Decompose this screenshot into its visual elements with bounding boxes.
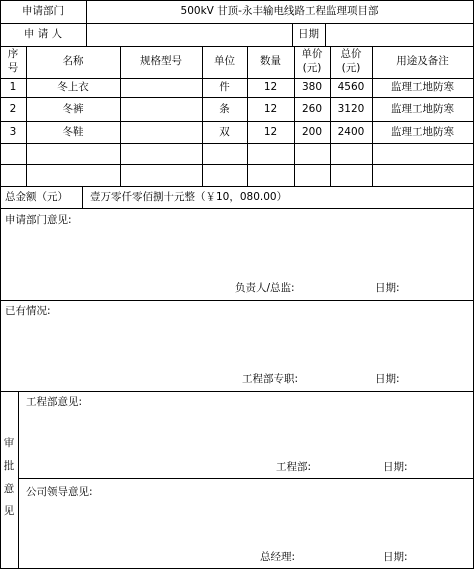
line (325, 23, 326, 46)
eng-opinion-label: 工程部意见: (26, 396, 83, 408)
cell-total: 3120 (337, 103, 365, 115)
line (0, 391, 474, 392)
approval-char: 批 (3, 460, 15, 472)
cell-purpose: 监理工地防寒 (391, 81, 454, 93)
date-label: 日期 (298, 28, 319, 40)
total-label: 总金额（元） (5, 191, 68, 203)
line (0, 186, 474, 187)
line (82, 186, 83, 208)
lead-opinion-label: 公司领导意见: (26, 486, 93, 498)
lead-date: 日期: (383, 551, 408, 563)
cell-price: 260 (301, 103, 323, 115)
cell-purpose: 监理工地防寒 (391, 126, 454, 138)
cell-qty: 12 (263, 126, 278, 138)
cell-total: 2400 (337, 126, 365, 138)
cell-unit: 件 (219, 81, 230, 93)
existing-label: 已有情况: (5, 305, 51, 317)
opinion-date: 日期: (375, 282, 400, 294)
line (0, 23, 474, 24)
cell-price: 380 (301, 81, 323, 93)
col-total: (元) (341, 62, 361, 74)
line (0, 208, 474, 209)
opinion-label: 申请部门意见: (5, 214, 72, 226)
line (0, 0, 474, 1)
line (18, 478, 474, 479)
col-price: 单价 (301, 48, 323, 60)
cell-purpose: 监理工地防寒 (391, 103, 454, 115)
line (0, 78, 474, 79)
total-value: 壹万零仟零佰捌十元整（￥10，080.00） (90, 191, 288, 203)
cell-seq: 1 (9, 81, 17, 93)
approval-char: 意 (3, 483, 15, 495)
cell-total: 4560 (337, 81, 365, 93)
opinion-signer: 负责人/总监: (235, 282, 295, 294)
col-purpose: 用途及备注 (396, 55, 449, 67)
dept-value: 500kV 甘顶-永丰输电线路工程监理项目部 (180, 5, 379, 17)
eng-signer: 工程部: (276, 461, 312, 473)
col-total: 总价 (340, 48, 362, 60)
cell-unit: 条 (219, 103, 230, 115)
col-price: (元) (302, 62, 322, 74)
cell-name: 冬裤 (62, 103, 84, 115)
cell-qty: 12 (263, 81, 278, 93)
line (0, 97, 474, 98)
line (0, 300, 474, 301)
applicant-label: 申 请 人 (23, 28, 63, 40)
cell-qty: 12 (263, 103, 278, 115)
line (0, 164, 474, 165)
col-spec: 规格型号 (140, 55, 182, 67)
col-seq: 序 (7, 48, 19, 60)
line (0, 121, 474, 122)
cell-name: 冬鞋 (62, 126, 84, 138)
cell-price: 200 (301, 126, 323, 138)
col-name: 名称 (62, 55, 84, 67)
line (0, 46, 474, 47)
col-qty: 数量 (260, 55, 281, 67)
line (18, 391, 19, 569)
dept-label: 申请部门 (22, 5, 64, 17)
cell-unit: 双 (219, 126, 230, 138)
lead-signer: 总经理: (260, 551, 296, 563)
existing-signer: 工程部专职: (242, 373, 299, 385)
approval-char: 见 (3, 505, 15, 517)
col-unit: 单位 (214, 55, 235, 67)
line (0, 143, 474, 144)
cell-name: 冬上衣 (57, 81, 89, 93)
eng-date: 日期: (383, 461, 408, 473)
existing-date: 日期: (375, 373, 400, 385)
cell-seq: 2 (9, 103, 17, 115)
col-seq: 号 (7, 62, 19, 74)
approval-char: 审 (3, 437, 15, 449)
cell-seq: 3 (9, 126, 17, 138)
